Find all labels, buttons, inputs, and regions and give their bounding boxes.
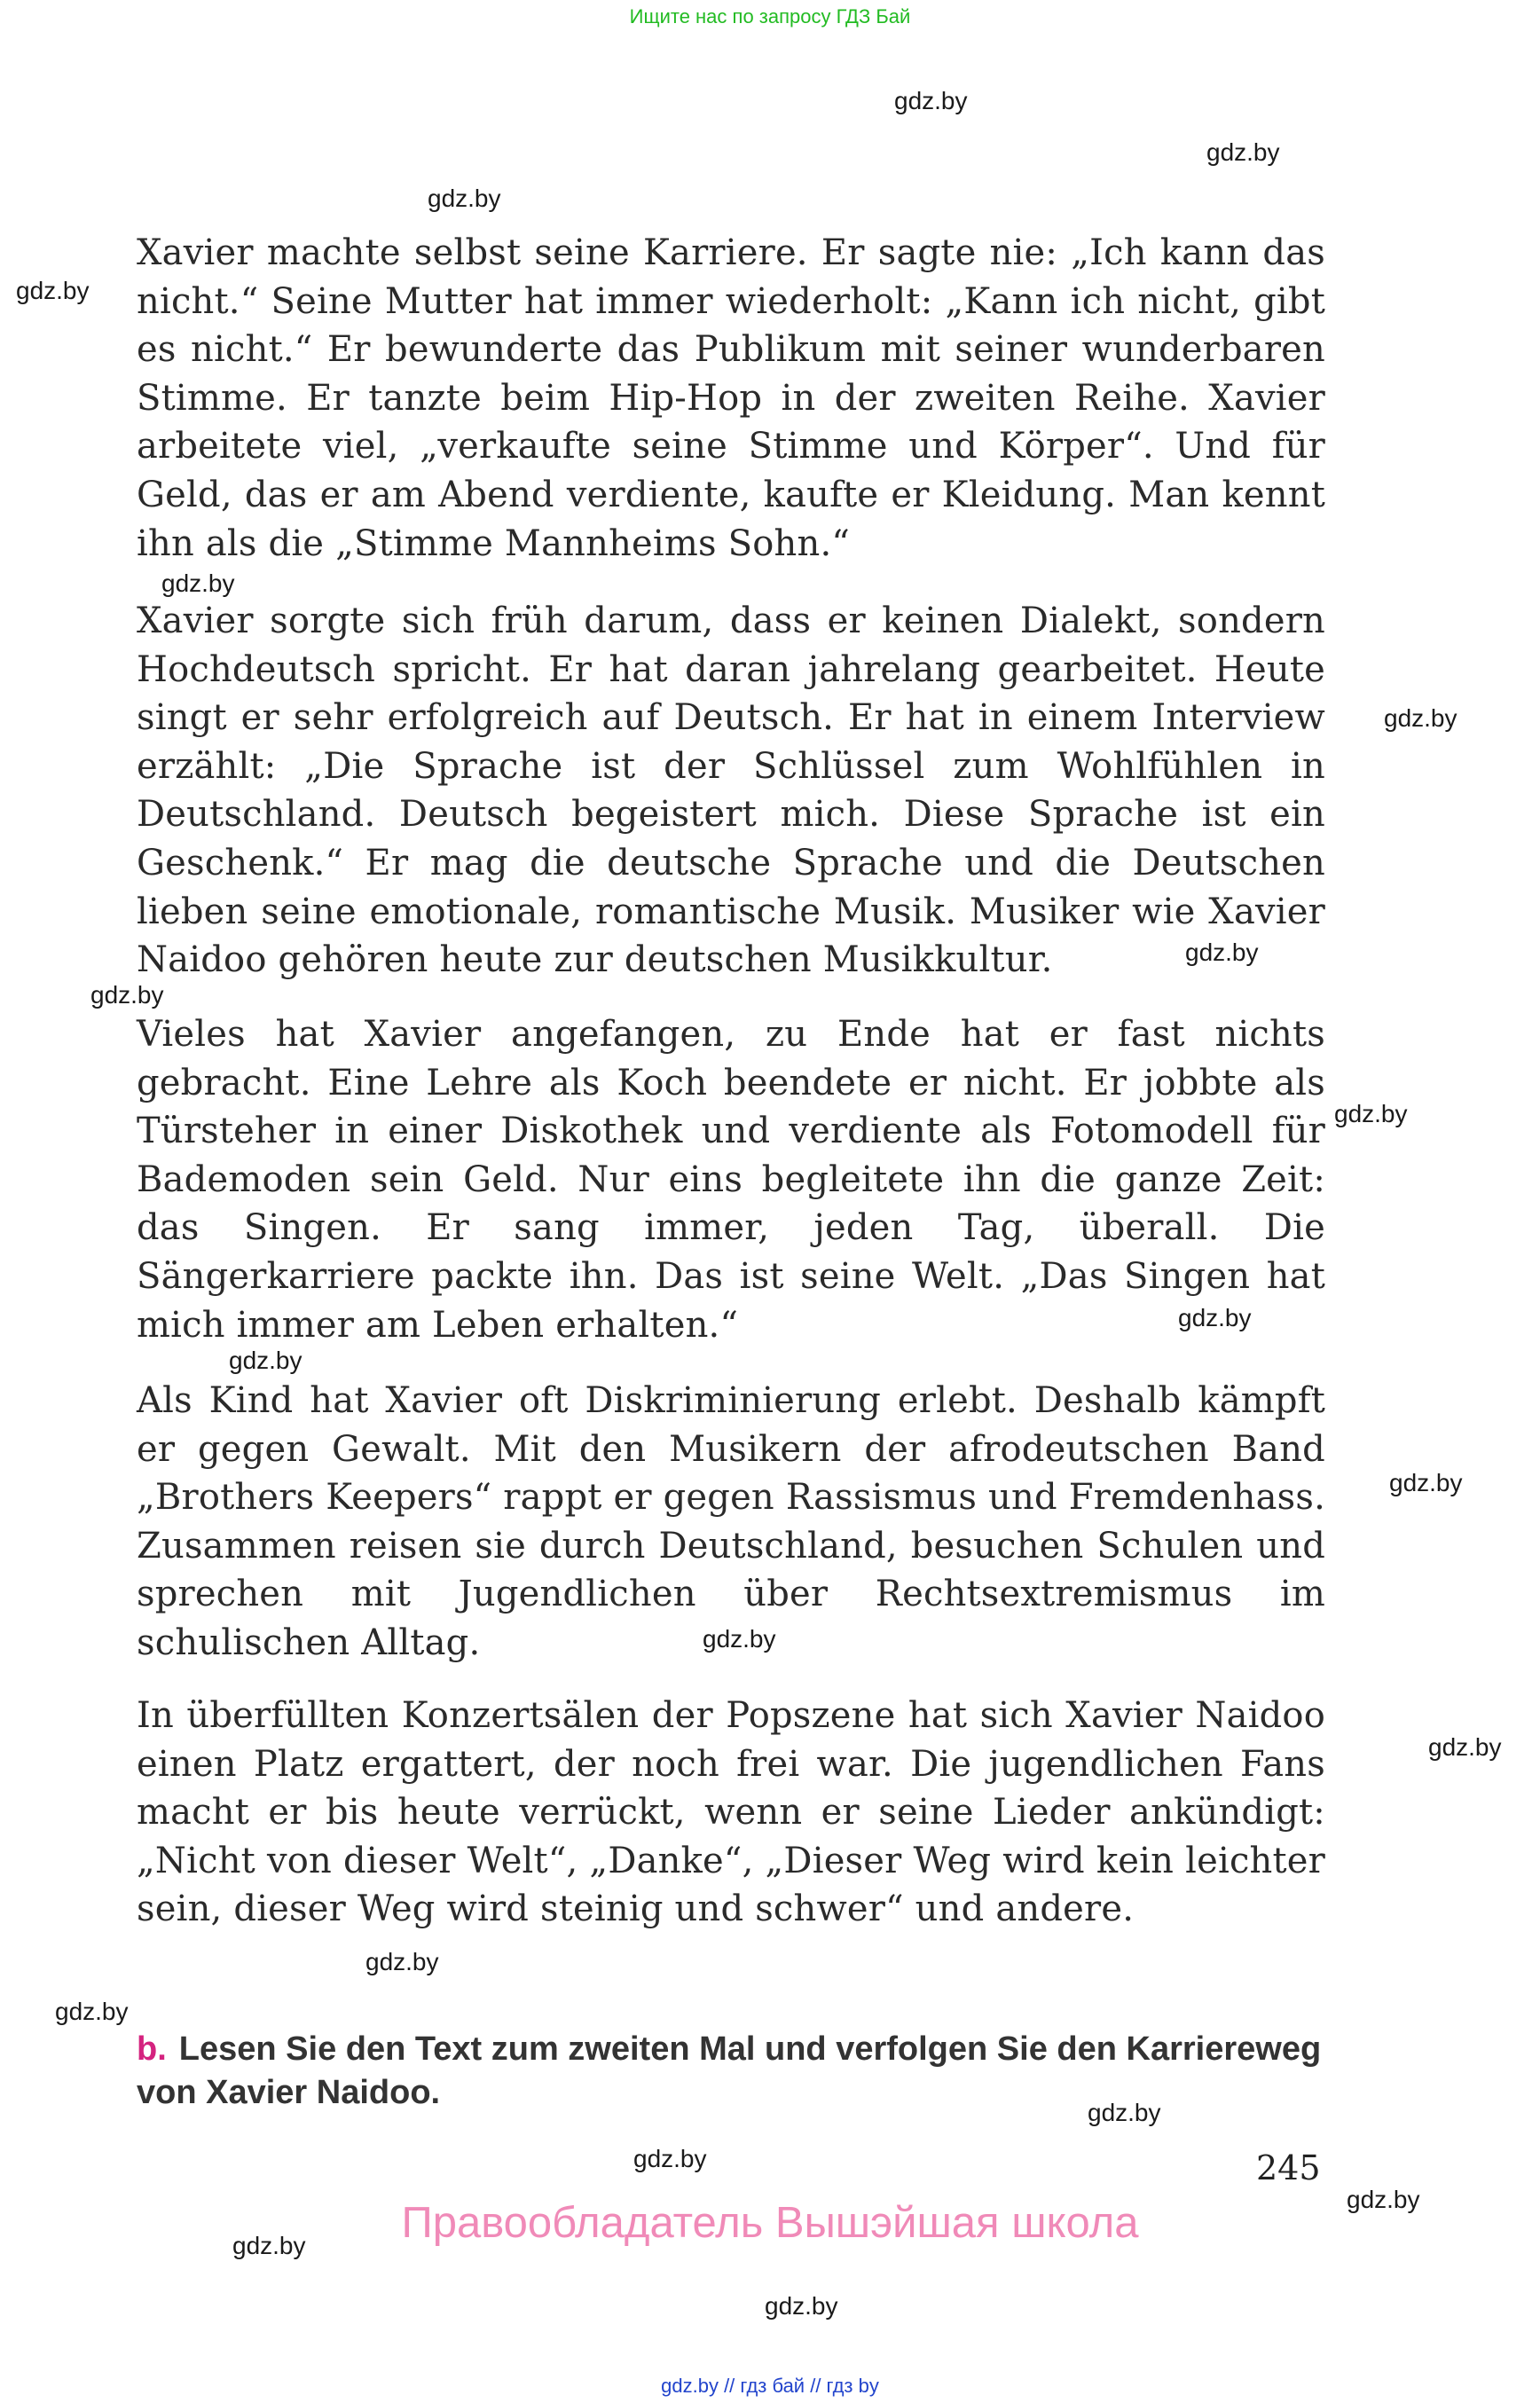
watermark: gdz.by: [1178, 1304, 1252, 1331]
watermark: gdz.by: [1206, 138, 1280, 166]
watermark: gdz.by: [1088, 2099, 1161, 2126]
paragraph-singing: Vieles hat Xavier angefangen, zu Ende hat er fast nichts gebracht. Eine Lehre als Koch beendete er nicht. Er jobbte als Türsteher in einer Diskothek und verdiente als Fotomodell für Bademoden sein Geld. Nur eins begleitete ihn die ganze Zeit: das Singen. Er sang immer, jeden Tag, überall. Die Sängerkarriere packte ihn. Das ist seine Welt. „Das Singen hat mich immer am Leben erhalten.“: [137, 1014, 1325, 1346]
paragraph-popscene: In überfüllten Konzertsälen der Popszene hat sich Xavier Naidoo einen Platz ergattert, der noch frei war. Die jugendlichen Fans macht er bis heute verrückt, wenn er seine Lieder ankündigt: „Nicht von dieser Welt“, „Danke“, „Dieser Weg wird kein leichter sein, dieser Weg wird steinig und schwer“ und andere.: [137, 1695, 1325, 1930]
watermark: gdz.by: [1334, 1100, 1408, 1127]
watermark: gdz.by: [1389, 1469, 1463, 1496]
watermark: gdz.by: [1428, 1733, 1502, 1761]
watermark: gdz.by: [894, 87, 968, 114]
task-letter: b.: [137, 2030, 167, 2068]
watermark: gdz.by: [428, 185, 501, 212]
watermark: gdz.by: [765, 2292, 838, 2320]
watermark: gdz.by: [161, 569, 235, 597]
watermark: gdz.by: [232, 2232, 306, 2259]
task-text: Lesen Sie den Text zum zweiten Mal und verfolgen Sie den Karriereweg von Xavier Naidoo.: [137, 2030, 1322, 2111]
watermark: gdz.by: [1185, 938, 1259, 966]
page-number: 245: [1256, 2148, 1321, 2187]
watermark: gdz.by: [16, 277, 90, 304]
watermark: gdz.by: [703, 1625, 776, 1653]
task-instruction: [137, 2028, 1325, 2115]
paragraph-career: Xavier machte selbst seine Karriere. Er sagte nie: „Ich kann das nicht.“ Seine Mutter hat immer wiederholt: „Kann ich nicht, gibt es nicht.“ Er bewunderte das Publikum mit seiner wunderbaren Stimme. Er tanzte beim Hip-Hop in der zweiten Reihe. Xavier arbeitete viel, „verkaufte seine Stimme und Körper“. Und für Geld, das er am Abend verdiente, kaufte er Kleidung. Man kennt ihn als die „Stimme Mannheims Sohn.“: [137, 232, 1325, 564]
top-banner[interactable]: Ищите нас по запросу ГДЗ Бай: [629, 5, 911, 27]
footer-links[interactable]: gdz.by // гдз бай // гдз by: [661, 2375, 879, 2397]
watermark: gdz.by: [55, 1998, 129, 2025]
watermark: gdz.by: [90, 981, 164, 1009]
watermark: gdz.by: [633, 2145, 707, 2172]
paragraph-discrimination: Als Kind hat Xavier oft Diskriminierung erlebt. Deshalb kämpft er gegen Gewalt. Mit den Musikern der afrodeutschen Band „Brothers Keepers“ rappt er gegen Rassismus und Fremdenhass. Zusammen reisen sie durch Deutschland, besuchen Schulen und sprechen mit Jugendlichen über Rechtsextremismus im schulischen Alltag.: [137, 1380, 1325, 1663]
watermark: gdz.by: [1347, 2186, 1420, 2213]
copyright-notice: Правообладатель Вышэйшая школа: [401, 2199, 1139, 2247]
watermark: gdz.by: [365, 1948, 439, 1975]
watermark: gdz.by: [1384, 704, 1458, 732]
watermark: gdz.by: [229, 1347, 302, 1374]
paragraph-language: Xavier sorgte sich früh darum, dass er keinen Dialekt, sondern Hochdeutsch spricht. Er hat daran jahrelang gearbeitet. Heute singt er sehr erfolgreich auf Deutsch. Er hat in einem Interview erzählt: „Die Sprache ist der Schlüssel zum Wohlfühlen in Deutschland. Deutsch begeistert mich. Diese Sprache ist ein Geschenk.“ Er mag die deutsche Sprache und die Deutschen lieben seine emotionale, romantische Musik. Musiker wie Xavier Naidoo gehören heute zur deutschen Musikkultur.: [137, 601, 1325, 981]
